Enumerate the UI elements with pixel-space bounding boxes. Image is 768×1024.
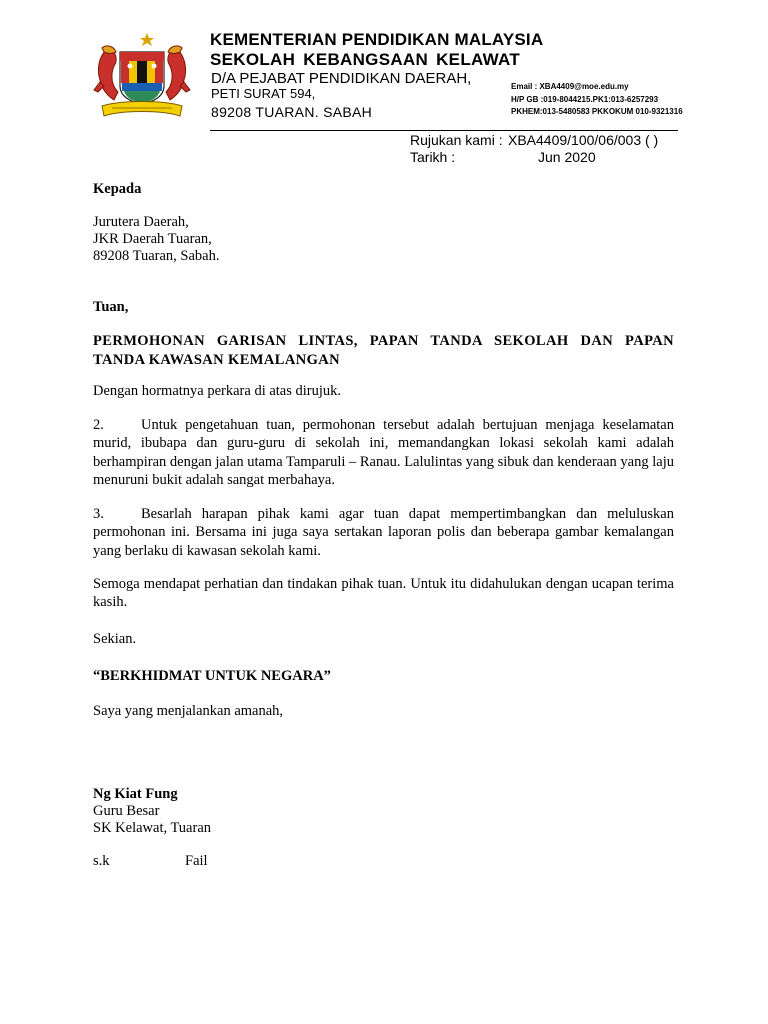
reference-value: XBA4409/100/06/003 ( ): [508, 132, 659, 148]
trust-line: Saya yang menjalankan amanah,: [93, 703, 284, 719]
paragraph-3-number: 3.: [93, 506, 104, 522]
signatory-school: SK Kelawat, Tuaran: [93, 820, 212, 836]
recipient-line-2: JKR Daerah Tuaran,: [93, 231, 212, 247]
letter-subject: PERMOHONAN GARISAN LINTAS, PAPAN TANDA SEKOLAH DAN PAPAN TANDA KAWASAN KEMALANGAN: [93, 333, 674, 368]
paragraph-2-number: 2.: [93, 417, 104, 433]
recipient-line-1: Jurutera Daerah,: [93, 214, 189, 230]
contact-email: Email : XBA4409@moe.edu.my: [511, 82, 629, 91]
letterhead-divider: [210, 130, 678, 131]
address-line-1: D/A PEJABAT PENDIDIKAN DAERAH,: [211, 70, 472, 87]
date-row: [410, 149, 596, 165]
greeting: Tuan,: [93, 299, 129, 315]
paragraph-2-text: Untuk pengetahuan tuan, permohonan tersebut adalah bertujuan menjaga keselamatan murid, ibubapa dan guru-guru di sekolah ini, memandangkan lokasi sekolah kami adalah berhampiran dengan jalan utama Tamparuli – Ranau. Lalulintas yang sibuk dan kenderaan yang laju menuruni bukit adalah sangat merbahaya.: [93, 417, 674, 489]
opening-sentence: Dengan hormatnya perkara di atas dirujuk.: [93, 383, 342, 399]
motto: “BERKHIDMAT UNTUK NEGARA”: [93, 668, 331, 684]
contact-block: [511, 81, 683, 119]
ministry-name: KEMENTERIAN PENDIDIKAN MALAYSIA: [210, 30, 544, 49]
paragraph-3-text: Besarlah harapan pihak kami agar tuan dapat mempertimbangkan dan meluluskan permohonan ini. Bersama ini juga saya sertakan laporan polis dan beberapa gambar kemalangan yang berlaku di kawasan sekolah kami.: [93, 506, 674, 559]
date-label: Tarikh :: [410, 149, 456, 165]
cc-label: s.k: [93, 853, 110, 869]
signatory-title: Guru Besar: [93, 803, 160, 819]
closing-paragraph: Semoga mendapat perhatian dan tindakan pihak tuan. Untuk itu didahulukan dengan ucapan terima kasih.: [93, 576, 674, 611]
cc-row: [93, 853, 208, 871]
paragraph-3: [93, 505, 674, 560]
recipient-heading: Kepada: [93, 181, 142, 197]
reference-row: [410, 132, 658, 148]
recipient-line-3: 89208 Tuaran, Sabah.: [93, 248, 220, 264]
cc-value: Fail: [185, 853, 208, 869]
sekian: Sekian.: [93, 631, 137, 647]
paragraph-2: [93, 416, 674, 490]
contact-pkhem: PKHEM:013-5480583 PKKOKUM 010-9321316: [511, 107, 683, 116]
malaysia-crest-logo: [92, 30, 192, 122]
reference-label: Rujukan kami :: [410, 132, 503, 148]
school-name: SEKOLAH KEBANGSAAN KELAWAT: [210, 50, 521, 69]
date-value: Jun 2020: [538, 149, 596, 165]
contact-phone: H/P GB :019-8044215.PK1:013-6257293: [511, 94, 659, 104]
address-line-3: 89208 TUARAN. SABAH: [211, 104, 373, 120]
signatory-name: Ng Kiat Fung: [93, 786, 178, 802]
address-line-2: PETI SURAT 594,: [211, 86, 316, 101]
